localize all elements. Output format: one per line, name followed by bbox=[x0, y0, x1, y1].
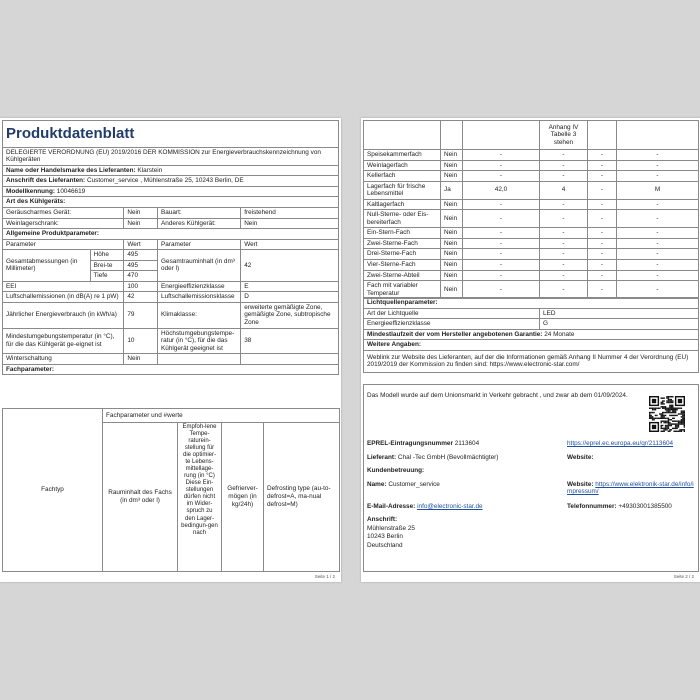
defrost-col-header: Defrosting type (au-to-defrost=A, ma-nual defrost=M) bbox=[264, 422, 340, 571]
param-key: Winterschaltung bbox=[3, 354, 124, 365]
fach-temp: - bbox=[540, 228, 588, 239]
model-label: Modellkennung: bbox=[6, 187, 55, 195]
eprel-label: EPREL-Eintragungsnummer bbox=[367, 440, 453, 447]
kind-key: Anderes Kühlgerät: bbox=[158, 218, 241, 229]
fach-row bbox=[364, 238, 699, 249]
kind-value: Nein bbox=[241, 218, 339, 229]
dim-width-value: 495 bbox=[124, 260, 158, 271]
kind-value: Nein bbox=[124, 218, 158, 229]
blank-cell bbox=[441, 121, 463, 150]
fach-row bbox=[364, 249, 699, 260]
fach-temp: - bbox=[540, 260, 588, 271]
fach-present: Nein bbox=[441, 238, 463, 249]
email-link[interactable]: info@electronic-star.de bbox=[417, 503, 483, 510]
general-label: Allgemeine Produktparameter: bbox=[3, 229, 339, 240]
fach-freeze: - bbox=[588, 199, 617, 210]
param-key: Luftschallemissionsklasse bbox=[158, 292, 241, 303]
guarantee-label: Mindestlaufzeit der vom Hersteller angebotenen Garantie: bbox=[367, 330, 543, 338]
fach-name: Ein-Stern-Fach bbox=[364, 228, 441, 239]
fachtyp-header: Fachtyp bbox=[3, 409, 103, 572]
fach-row bbox=[364, 260, 699, 271]
fach-temp: 4 bbox=[540, 181, 588, 199]
fach-volume: - bbox=[463, 160, 540, 171]
page-number: Seite 1 / 2 bbox=[314, 574, 335, 579]
supplier-label: Name oder Handelsmarke des Lieferanten: bbox=[6, 166, 136, 174]
kind-label: Art des Kühlgeräts: bbox=[3, 197, 339, 208]
fach-defrost: - bbox=[617, 210, 699, 228]
param-key: EEI bbox=[3, 281, 124, 292]
fach-freeze: - bbox=[588, 238, 617, 249]
fach-freeze: - bbox=[588, 160, 617, 171]
qr-code-icon bbox=[649, 396, 685, 432]
light-label: Lichtquellenparameter: bbox=[364, 298, 699, 309]
fach-label: Fachparameter: bbox=[3, 364, 339, 375]
fach-volume: 42,0 bbox=[463, 181, 540, 199]
kind-value: Nein bbox=[124, 207, 158, 218]
fach-name: Speisekammerfach bbox=[364, 150, 441, 161]
fach-row bbox=[364, 210, 699, 228]
param-key: Luftschallemissionen (in dB(A) re 1 pW) bbox=[3, 292, 124, 303]
customer-service-label: Kundenbetreuung: bbox=[367, 467, 425, 474]
document-title: Produktdatenblatt bbox=[3, 121, 339, 148]
fach-defrost: - bbox=[617, 171, 699, 182]
fach-row bbox=[364, 199, 699, 210]
param-value: 79 bbox=[124, 302, 158, 328]
fach-rows-table bbox=[363, 120, 699, 299]
supplier-value: Klarstein bbox=[137, 166, 163, 174]
fach-freeze: - bbox=[588, 210, 617, 228]
param-key: Mindestumgebungstemperatur (in °C), für die das Kühlgerät ge-eignet ist bbox=[3, 328, 124, 354]
more-text: Weblink zur Website des Lieferanten, auf der die Informationen gemäß Anhang II Nummer 4 der Verordnung (EU) 2019/2019 der Kommission zu finden sind: https://www.electronic-star.com/ bbox=[364, 350, 699, 372]
fach-name: Kaltlagerfach bbox=[364, 199, 441, 210]
volume-value: 42 bbox=[241, 250, 339, 282]
fach-defrost: - bbox=[617, 199, 699, 210]
param-value: E bbox=[241, 281, 339, 292]
fach-present: Nein bbox=[441, 171, 463, 182]
website-label: Website: bbox=[567, 454, 594, 461]
fach-temp: - bbox=[540, 160, 588, 171]
more-label: Weitere Angaben: bbox=[364, 340, 699, 351]
market-text: Das Modell wurde auf dem Unionsmarkt in Verkehr gebracht , und zwar ab dem 01/09/2024. bbox=[367, 392, 628, 399]
fach-present: Nein bbox=[441, 210, 463, 228]
regulation-text: DELEGIERTE VERORDNUNG (EU) 2019/2016 DER KOMMISSION zur Energieverbrauchskennzeichnung von Kühlgeräten bbox=[3, 147, 339, 165]
guarantee-value: 24 Monate bbox=[544, 330, 575, 338]
address-label: Anschrift des Lieferanten: bbox=[6, 177, 86, 185]
lieferant-label: Lieferant: bbox=[367, 454, 397, 461]
fach-name: Zwei-Sterne-Abteil bbox=[364, 270, 441, 281]
fach-name: Kellerfach bbox=[364, 171, 441, 182]
fach-rows bbox=[364, 150, 699, 299]
fach-defrost: - bbox=[617, 249, 699, 260]
eprel-value: 2113604 bbox=[454, 440, 480, 447]
annex-header: Anhang IV Tabelle 3 stehen bbox=[540, 121, 588, 150]
blank-cell bbox=[588, 121, 617, 150]
fach-name: Lagerfach für frische Lebensmittel bbox=[364, 181, 441, 199]
kind-key: Geräuscharmes Gerät: bbox=[3, 207, 124, 218]
fach-temp: - bbox=[540, 171, 588, 182]
fach-volume: - bbox=[463, 210, 540, 228]
page-number: Seite 2 / 2 bbox=[673, 574, 694, 579]
fach-present: Nein bbox=[441, 160, 463, 171]
page-1 bbox=[0, 118, 341, 582]
fach-present: Nein bbox=[441, 260, 463, 271]
fach-freeze: - bbox=[588, 228, 617, 239]
param-key: Energieeffizienzklasse bbox=[158, 281, 241, 292]
fach-temp: - bbox=[540, 281, 588, 299]
fach-defrost: - bbox=[617, 160, 699, 171]
fach-freeze: - bbox=[588, 171, 617, 182]
fach-freeze: - bbox=[588, 260, 617, 271]
eprel-link[interactable]: https://eprel.ec.europa.eu/qr/2113604 bbox=[567, 440, 674, 447]
page-2 bbox=[361, 118, 700, 582]
fach-present: Nein bbox=[441, 270, 463, 281]
dim-height-value: 495 bbox=[124, 250, 158, 261]
fach-row bbox=[364, 270, 699, 281]
volume-col-header: Rauminhalt des Fachs (in dm³ oder l) bbox=[103, 422, 178, 571]
fach-temp: - bbox=[540, 150, 588, 161]
fach-present: Ja bbox=[441, 181, 463, 199]
fach-volume: - bbox=[463, 228, 540, 239]
light-value: G bbox=[540, 319, 699, 330]
fach-name: Vier-Sterne-Fach bbox=[364, 260, 441, 271]
fach-name: Null-Sterne- oder Eis-bereiterfach bbox=[364, 210, 441, 228]
gp-header: Wert bbox=[241, 239, 339, 250]
fach-present: Nein bbox=[441, 150, 463, 161]
temp-col-header: Empfoh-lene Tempe-raturein-stellung für die optimier-te Lebens-mittellage-rung (in °C) Diese Ein-stellungen dürfen nicht im Wider-spruch zu den Lager-bedingun-gen nach bbox=[178, 422, 222, 571]
param-value: 100 bbox=[124, 281, 158, 292]
page1-table bbox=[2, 120, 339, 375]
kind-key: Weinlagerschrank: bbox=[3, 218, 124, 229]
name-value: Customer_service bbox=[388, 481, 440, 488]
fach-volume: - bbox=[463, 249, 540, 260]
param-value: 42 bbox=[124, 292, 158, 303]
gp-header: Parameter bbox=[3, 239, 124, 250]
fach-temp: - bbox=[540, 270, 588, 281]
lieferant-value: Chal -Tec GmbH (Bevollmächtigter) bbox=[397, 454, 499, 461]
anschrift-line: 10243 Berlin bbox=[367, 533, 403, 541]
fach-defrost: - bbox=[617, 281, 699, 299]
fach-params-header: Fachparameter und #werte bbox=[103, 409, 340, 423]
gp-header: Parameter bbox=[158, 239, 241, 250]
blank-cell bbox=[463, 121, 540, 150]
model-value: 10046619 bbox=[56, 187, 86, 195]
website2-label: Website: bbox=[567, 481, 594, 488]
param-value: 10 bbox=[124, 328, 158, 354]
tel-label: Telefonnummer: bbox=[567, 503, 617, 510]
gp-header: Wert bbox=[124, 239, 158, 250]
param-key: Jährlicher Energieverbrauch (in kWh/a) bbox=[3, 302, 124, 328]
anschrift-line: Mühlenstraße 25 bbox=[367, 524, 415, 532]
fach-freeze: - bbox=[588, 281, 617, 299]
fach-row bbox=[364, 281, 699, 299]
dim-height-label: Höhe bbox=[90, 250, 124, 261]
param-value: D bbox=[241, 292, 339, 303]
fach-row bbox=[364, 181, 699, 199]
kind-value: freistehend bbox=[241, 207, 339, 218]
blank-cell bbox=[364, 121, 441, 150]
light-value: LED bbox=[540, 308, 699, 319]
fach-freeze: - bbox=[588, 270, 617, 281]
fach-volume: - bbox=[463, 171, 540, 182]
fach-defrost: - bbox=[617, 270, 699, 281]
fach-defrost: - bbox=[617, 238, 699, 249]
freeze-col-header: Gefrierver-mögen (in kg/24h) bbox=[222, 422, 264, 571]
kind-key: Bauart: bbox=[158, 207, 241, 218]
name-label: Name: bbox=[367, 481, 387, 488]
anschrift-label: Anschrift: bbox=[367, 516, 398, 523]
fach-present: Nein bbox=[441, 228, 463, 239]
fach-name: Weinlagerfach bbox=[364, 160, 441, 171]
fach-row bbox=[364, 228, 699, 239]
address-value: Customer_service , Mühlenstraße 25, 10243 Berlin, DE bbox=[86, 177, 244, 185]
volume-label: Gesamtrauminhalt (in dm³ oder l) bbox=[158, 250, 241, 282]
fach-freeze: - bbox=[588, 249, 617, 260]
fach-name: Drei-Sterne-Fach bbox=[364, 249, 441, 260]
fach-name: Fach mit variabler Temperatur bbox=[364, 281, 441, 299]
fach-row bbox=[364, 160, 699, 171]
blank-cell bbox=[617, 121, 699, 150]
fach-defrost: - bbox=[617, 260, 699, 271]
param-key: Höchstumgebungstempe-ratur (in °C), für die das Kühlgerät geeignet ist bbox=[158, 328, 241, 354]
fach-name: Zwei-Sterne-Fach bbox=[364, 238, 441, 249]
fach-volume: - bbox=[463, 270, 540, 281]
fach-present: Nein bbox=[441, 249, 463, 260]
website2-link[interactable]: https://www.elektronik-star.de/info/impressum/ bbox=[567, 481, 694, 495]
fach-freeze: - bbox=[588, 150, 617, 161]
fach-row bbox=[364, 150, 699, 161]
fach-volume: - bbox=[463, 150, 540, 161]
tel-value: +49303001385500 bbox=[618, 503, 672, 510]
light-table bbox=[363, 297, 699, 373]
email-label: E-Mail-Adresse: bbox=[367, 503, 416, 510]
fach-temp: - bbox=[540, 199, 588, 210]
dim-depth-label: Tiefe bbox=[90, 271, 124, 282]
param-key: Klimaklasse: bbox=[158, 302, 241, 328]
param-value bbox=[241, 354, 339, 365]
fach-volume: - bbox=[463, 281, 540, 299]
anschrift-line: Deutschland bbox=[367, 541, 403, 549]
dim-width-label: Brei-te bbox=[90, 260, 124, 271]
fach-volume: - bbox=[463, 238, 540, 249]
param-value: Nein bbox=[124, 354, 158, 365]
fach-temp: - bbox=[540, 249, 588, 260]
fach-temp: - bbox=[540, 210, 588, 228]
dims-label: Gesamtabmessungen (in Millimeter) bbox=[3, 250, 91, 282]
fach-defrost: - bbox=[617, 150, 699, 161]
fach-freeze: - bbox=[588, 181, 617, 199]
fach-defrost: M bbox=[617, 181, 699, 199]
fach-table bbox=[2, 408, 340, 572]
param-value: erweiterte gemäßigte Zone, gemäßigte Zone, subtropische Zone bbox=[241, 302, 339, 328]
param-value: 38 bbox=[241, 328, 339, 354]
fach-present: Nein bbox=[441, 281, 463, 299]
light-key: Art der Lichtquelle bbox=[364, 308, 540, 319]
light-key: Energieeffizienzklasse bbox=[364, 319, 540, 330]
fach-volume: - bbox=[463, 199, 540, 210]
param-key bbox=[158, 354, 241, 365]
fach-present: Nein bbox=[441, 199, 463, 210]
fach-defrost: - bbox=[617, 228, 699, 239]
dim-depth-value: 470 bbox=[124, 271, 158, 282]
fach-temp: - bbox=[540, 238, 588, 249]
fach-row bbox=[364, 171, 699, 182]
fach-volume: - bbox=[463, 260, 540, 271]
